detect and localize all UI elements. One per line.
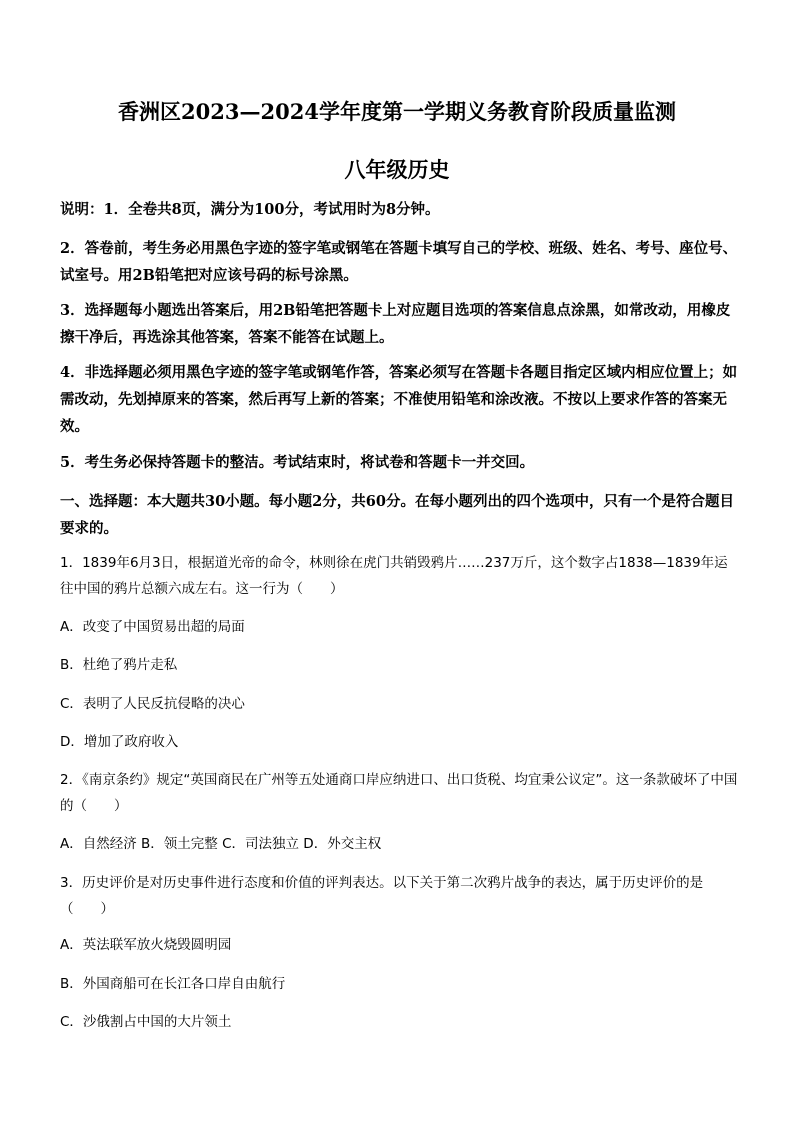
instruction-2: 2．答卷前，考生务必用黑色字迹的签字笔或钢笔在答题卡填写自己的学校、班级、姓名、考号、座位号、试室号。用2B铅笔把对应该号码的标号涂黑。 bbox=[60, 240, 738, 284]
question-1-option-d: D．增加了政府收入 bbox=[60, 734, 179, 750]
section-heading: 一、选择题：本大题共30小题。每小题2分，共60分。在每小题列出的四个选项中，只有一个是符合题目要求的。 bbox=[60, 493, 734, 537]
instruction-5: 5．考生务必保持答题卡的整洁。考试结束时，将试卷和答题卡一并交回。 bbox=[60, 454, 535, 471]
question-3-option-a: A．英法联军放火烧毁圆明园 bbox=[60, 937, 232, 953]
question-3-option-c: C．沙俄割占中国的大片领土 bbox=[60, 1014, 232, 1030]
question-2-options: A．自然经济 B．领土完整 C．司法独立 D．外交主权 bbox=[60, 836, 382, 852]
instruction-3: 3．选择题每小题选出答案后，用2B铅笔把答题卡上对应题目选项的答案信息点涂黑，如常改动，用橡皮擦干净后，再选涂其他答案，答案不能答在试题上。 bbox=[60, 302, 731, 346]
instruction-4: 4．非选择题必须用黑色字迹的签字笔或钢笔作答，答案必须写在答题卡各题目指定区域内相应位置上；如需改动，先划掉原来的答案，然后再写上新的答案；不准使用铅笔和涂改液。不按以上要求作答的答案无效。 bbox=[60, 364, 738, 435]
question-1-option-b: B．杜绝了鸦片走私 bbox=[60, 657, 178, 673]
question-1-option-a: A．改变了中国贸易出超的局面 bbox=[60, 619, 245, 635]
instruction-1: 说明：1．全卷共8页，满分为100分，考试用时为8分钟。 bbox=[60, 201, 440, 218]
question-1-stem: 1．1839年6月3日，根据道光帝的命令，林则徐在虎门共销毁鸦片……237万斤，这个数字占1838—1839年运往中国的鸦片总额六成左右。这一行为（ ） bbox=[60, 555, 728, 597]
exam-title: 香洲区2023—2024学年度第一学期义务教育阶段质量监测 bbox=[118, 99, 676, 124]
question-3-option-b: B．外国商船可在长江各口岸自由航行 bbox=[60, 976, 286, 992]
exam-subtitle: 八年级历史 bbox=[344, 157, 450, 182]
question-2-stem: 2．《南京条约》规定“英国商民在广州等五处通商口岸应纳进口、出口货税、均宜秉公议定”。这一条款破坏了中国的（ ） bbox=[60, 772, 738, 814]
question-3-stem: 3．历史评价是对历史事件进行态度和价值的评判表达。以下关于第二次鸦片战争的表达，属于历史评价的是（ ） bbox=[60, 875, 704, 917]
question-1-option-c: C．表明了人民反抗侵略的决心 bbox=[60, 696, 245, 712]
